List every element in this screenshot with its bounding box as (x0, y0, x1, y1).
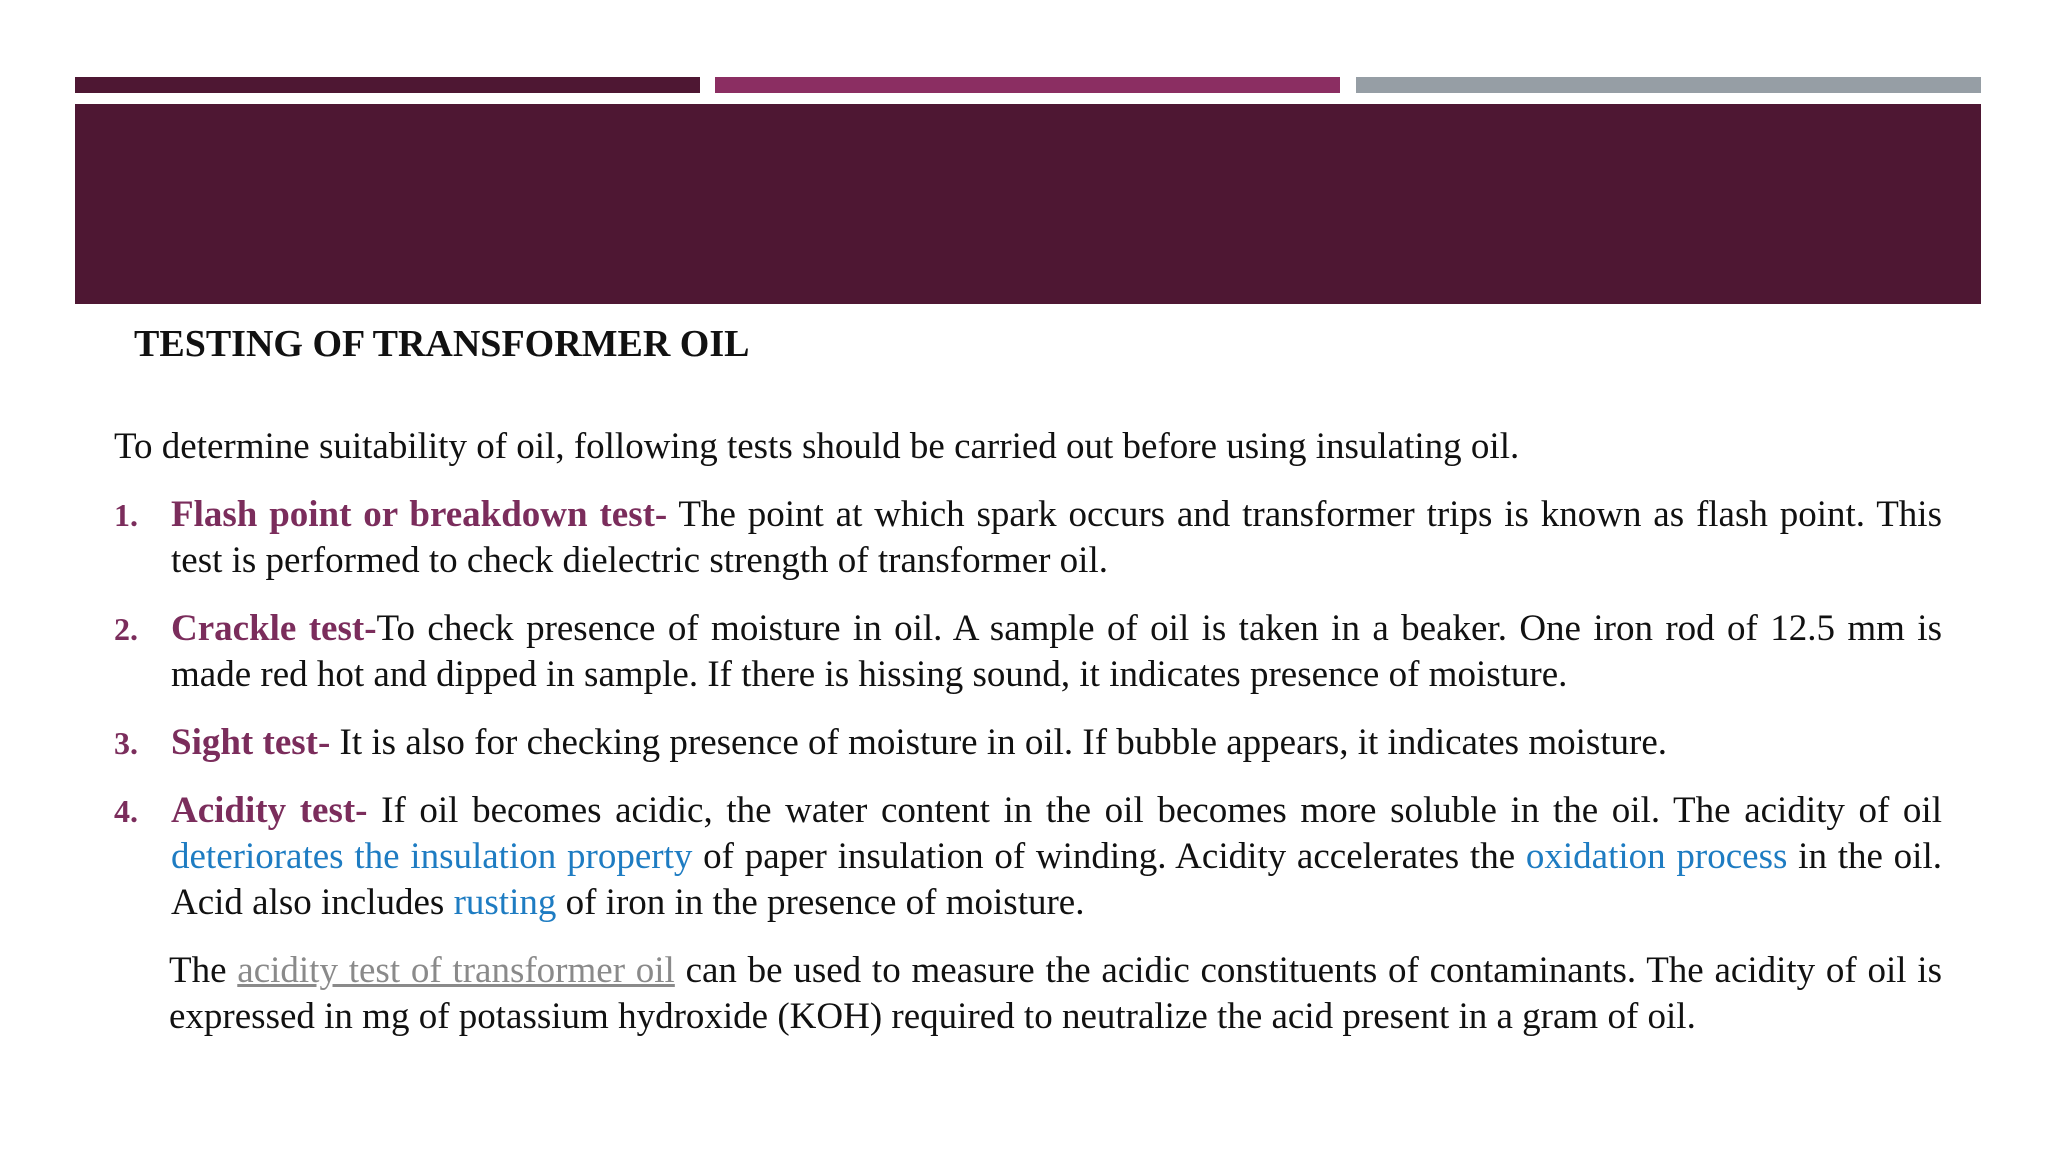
oxidation-process-link[interactable]: oxidation process (1525, 836, 1788, 877)
list-text: of paper insulation of winding. Acidity accelerates the (692, 836, 1526, 877)
list-item-acidity (114, 788, 1942, 926)
header-accent-bar-1 (75, 77, 700, 93)
list-text: It is also for checking presence of moisture in oil. If bubble appears, it indicates moisture. (330, 722, 1668, 763)
insulation-property-link[interactable]: deteriorates the insulation property (171, 836, 693, 877)
list-item-crackle (114, 606, 1942, 698)
list-item-sight (114, 720, 1942, 766)
list-text: in the oil. Acid also includes (171, 836, 1942, 923)
list-term: Flash point or breakdown test- (171, 494, 668, 535)
list-text: To check presence of moisture in oil. A sample of oil is taken in a beaker. One iron rod of 12.5 mm is made red hot and dipped in sample. If there is hissing sound, it indicates presence of moisture. (171, 608, 1942, 695)
acidity-note (114, 948, 1942, 1040)
rusting-link[interactable]: rusting (453, 882, 557, 923)
list-text: of iron in the presence of moisture. (556, 882, 1085, 923)
list-item-flash-point (114, 492, 1942, 584)
list-number: 1. (114, 497, 138, 533)
acidity-test-link[interactable]: acidity test of transformer oil (237, 950, 675, 991)
list-number: 3. (114, 725, 138, 761)
list-text: The point at which spark occurs and transformer trips is known as flash point. This test is performed to check dielectric strength of transformer oil. (171, 494, 1942, 581)
list-number: 4. (114, 793, 138, 829)
header-accent-bar-2 (715, 77, 1340, 93)
header-accent-bar-3 (1356, 77, 1981, 93)
slide-title: TESTING OF TRANSFORMER OIL (134, 323, 750, 365)
title-banner (75, 104, 1981, 304)
slide-body (114, 424, 1942, 1040)
intro-text: To determine suitability of oil, following tests should be carried out before using insulating oil. (114, 426, 1520, 467)
list-text: If oil becomes acidic, the water content in the oil becomes more soluble in the oil. The acidity of oil (367, 790, 1942, 831)
note-text: can be used to measure the acidic constituents of contaminants. The acidity of oil is expressed in mg of potassium hydroxide (KOH) required to neutralize the acid present in a gram of oil. (169, 950, 1942, 1037)
list-number: 2. (114, 611, 138, 647)
note-text: The (169, 950, 238, 991)
list-term: Sight test- (171, 722, 331, 763)
list-term: Acidity test- (171, 790, 368, 831)
list-term: Crackle test- (171, 608, 377, 649)
